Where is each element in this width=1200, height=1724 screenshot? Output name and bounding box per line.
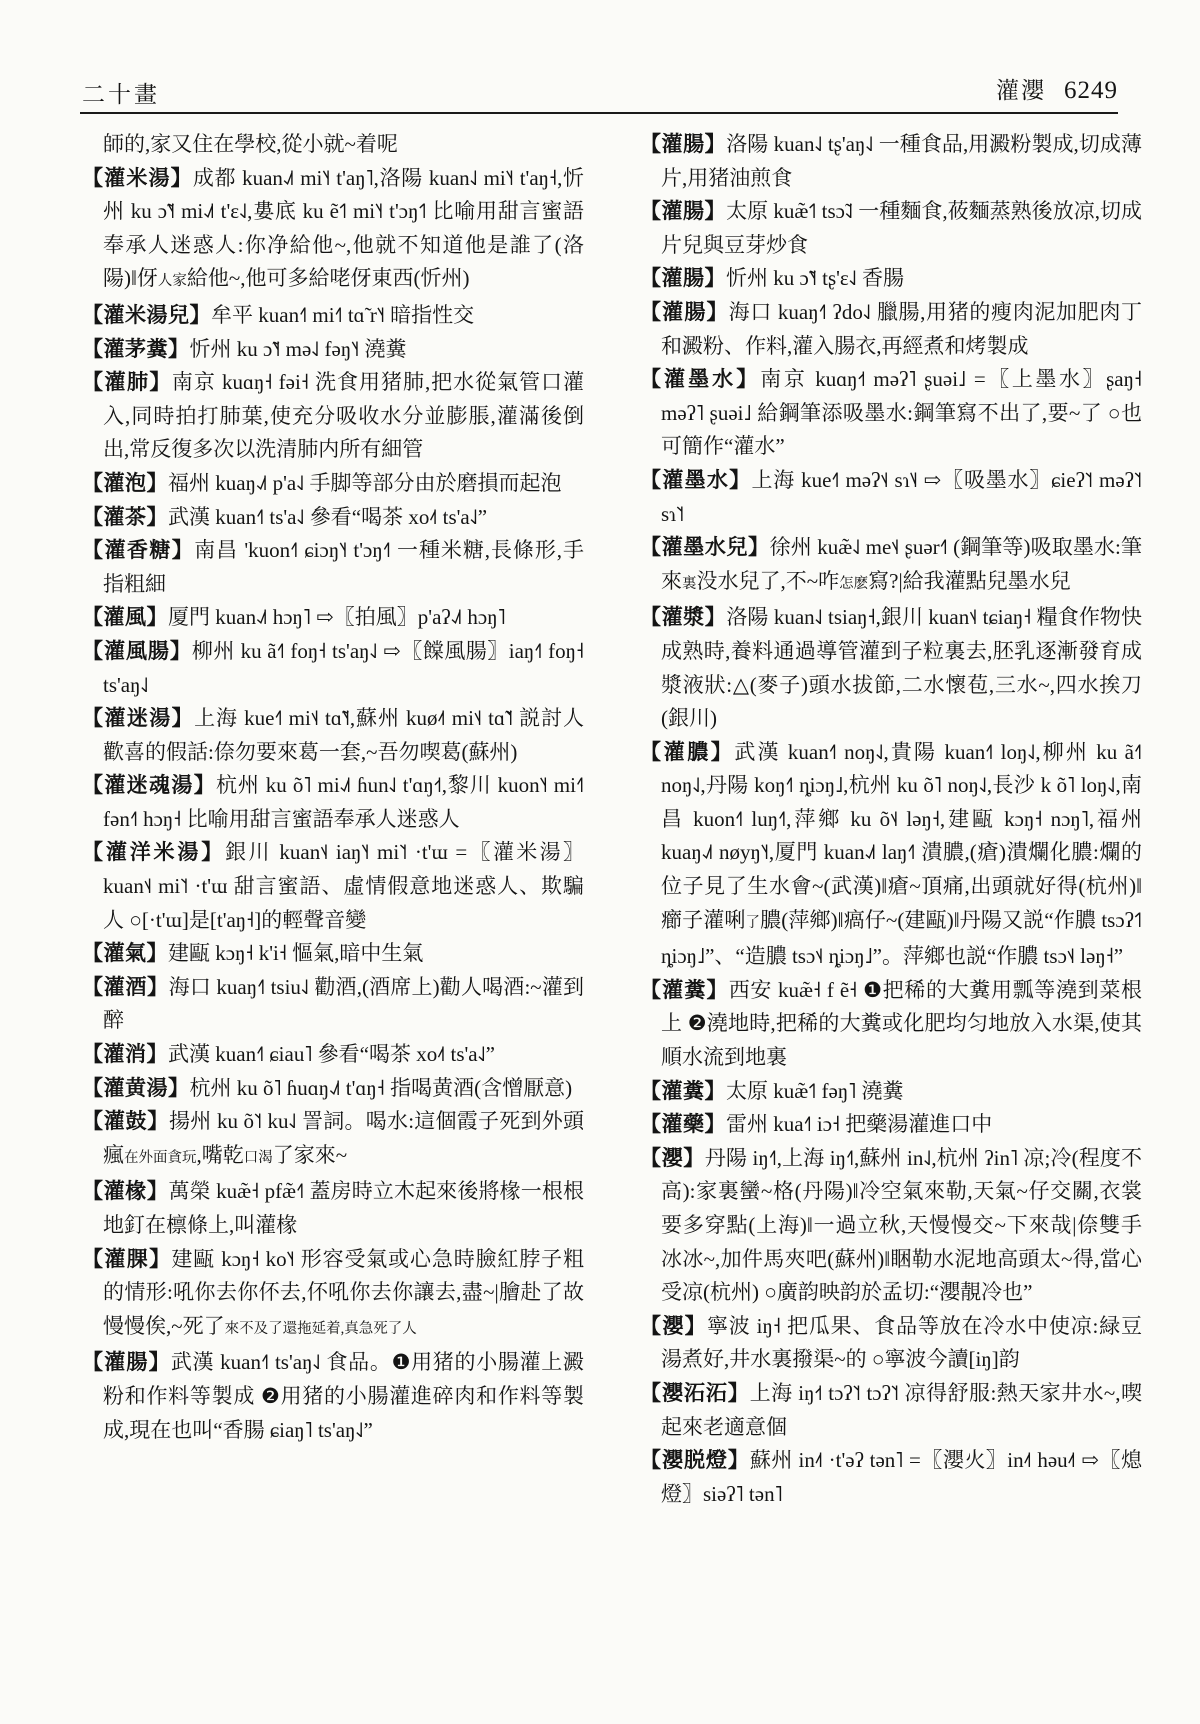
dict-entry-left-16 (82, 1072, 584, 1106)
entry-headword: 【灌糞】 (640, 978, 729, 1002)
entry-text: 銀川 kuan˦˨ iaŋ˥˧ mi˥˦ ·t'ɯ =〖灌米湯〗kuan˦˨ mi˥˦ ·t'ɯ 甜言蜜語、虛情假意地迷惑人、欺騙人 ○[·t'ɯ]是[t'aŋ˧]的輕聲音變 (103, 840, 584, 932)
entry-text: 給他~,他可多給咾伢東西(忻州) (186, 266, 470, 291)
entry-headword: 【灌腸】 (640, 200, 727, 224)
guide-word: 灌瀴 (996, 78, 1046, 103)
column-left (82, 128, 584, 1447)
dict-entry-left-3 (82, 333, 584, 367)
dict-entry-right-8 (640, 736, 1142, 974)
entry-headword: 【灌酒】 (82, 975, 169, 999)
dict-entry-left-11 (82, 769, 584, 836)
entry-text: 上海 kue˧˥ mi˦˨ tɑ̃˥˧,蘇州 kuø˨˦ mi˦˨ tɑ̃˥˦ 説討人歡喜的假話:倷勿要來葛一套,~吾勿喫葛(蘇州) (103, 706, 585, 764)
entry-text: 武漢 kuan˧˥ ts'a˨˩ 參看“喝茶 xo˨˦ ts'a˨˩” (168, 504, 488, 529)
dict-entry-right-11 (640, 1108, 1142, 1142)
dict-entry-left-10 (82, 702, 584, 769)
entry-headword: 【瀴】 (640, 1146, 705, 1170)
dict-entry-right-3 (640, 296, 1142, 363)
entry-headword: 【灌漿】 (640, 606, 727, 630)
dict-entry-right-5 (640, 464, 1142, 531)
entry-headword: 【灌風腸】 (82, 639, 192, 663)
entry-annotation: 了 (745, 914, 761, 931)
entry-headword: 【灌迷湯】 (82, 707, 195, 731)
entry-text: 上海 kue˧˥ məʔ˦˨ sɿ˥˨ ⇨〖吸墨水〗ɕieʔ˥˦ məʔ˥˦ sɿ˥˦ (661, 467, 1142, 526)
entry-headword: 【灌椽】 (82, 1180, 169, 1204)
dict-entry-left-2 (82, 299, 584, 333)
dict-entry-left-4 (82, 366, 584, 467)
entry-text: 南京 kuɑŋ˧ fəi˧ 洗食用猪肺,把水從氣管口灌入,同時拍打肺葉,使充分吸收水分並膨脹,灌滿後倒出,常反復多次以洗清肺内所有細管 (103, 370, 584, 462)
entry-text: 建甌 kɔŋ˧ k'i˧ 慪氣,暗中生氣 (168, 941, 424, 966)
entry-text: 揚州 ku õ˥˦ ku˨˩ 詈詞。喝水:這個霞子死到外頭瘋 (103, 1109, 585, 1167)
entry-headword: 【灌墨水】 (640, 368, 761, 392)
entry-text: 牟平 kuan˧˥ mi˧˥ tɑ̃ r˥˧ 暗指性交 (211, 302, 475, 327)
entry-text: 膿(萍鄉)‖瘑仔~(建甌)‖丹陽又説“作膿 tsɔʔ˦˥ ȵiɔŋ˩”、“造膿 tsɔ˦˨ ȵiɔŋ˩”。萍鄉也説“作膿 tsɔ˦˨ ləŋ˧” (661, 907, 1143, 969)
entry-annotation: 口渴 (243, 1149, 273, 1166)
entry-text: 太原 kuæ̃˦˥ fəŋ˥ 澆糞 (726, 1078, 904, 1103)
entry-text: 洛陽 kuan˨˩ tsiaŋ˧,銀川 kuan˦˨ tɕiaŋ˧ 糧食作物快成熟時,養料通過導管灌到子粒裏去,胚乳逐漸發育成漿液狀:△(麥子)頭水拔節,二水懷苞,三水~,四水挨刀(銀川) (661, 605, 1143, 731)
dict-entry-left-9 (82, 635, 584, 702)
entry-text: 太原 kuæ̃˦˥ tsɔ̃˨˩ 一種麵食,莜麵蒸熟後放凉,切成片兒與豆芽炒食 (661, 199, 1142, 257)
entry-text: 武漢 kuan˧˥ ts'aŋ˨˩ 食品。❶用猪的小腸灌上澱粉和作料等製成 ❷用猪的小腸灌進碎肉和作料等製成,現在也叫“香腸 ɕiaŋ˥ ts'aŋ˨˩” (103, 1350, 584, 1442)
entry-text: 杭州 ku õ˥ ɦuɑŋ˨˩˦ t'ɑŋ˧ 指喝黄酒(含憎厭意) (189, 1075, 573, 1100)
running-head (82, 72, 1118, 106)
dict-entry-right-14 (640, 1377, 1142, 1444)
entry-text: 武漢 kuan˧˥ noŋ˨˩,貴陽 kuan˧˥ loŋ˨˩,柳州 ku ã˧˥ noŋ˨˩,丹陽 koŋ˧˥ ȵiɔŋ˩,杭州 ku õ˥ noŋ˨˩,長沙 k õ˥ loŋ˨˩,南昌 kuon˧˥ luŋ˧˥,萍鄉 ku õ˦˨ ləŋ˧,建甌 kɔŋ˧ nɔŋ˥,福州 kuaŋ˨˩˦ nøyŋ˥˧,厦門 kuan˨˩˦ laŋ˧˥ 潰膿,(瘡)潰爛化膿:爛的位子見了生水會~(武漢)‖瘡~頂痛,出頭就好得(杭州)‖癤子灌唎 (661, 739, 1142, 932)
entry-headword: 【灌迷魂湯】 (82, 774, 217, 798)
entry-headword: 【灌肺】 (82, 371, 172, 395)
entry-text: 徐州 kuæ̃˨˩ me˦˨ ʂuər˧˥ (鋼筆等)吸取墨水:筆來 (661, 535, 1142, 593)
entry-headword: 【灌腸】 (640, 300, 729, 324)
entry-text: 柳州 ku ã˧˥ foŋ˧ ts'aŋ˨˩ ⇨〖饓風腸〗iaŋ˧˥ foŋ˧ ts'aŋ˨˩ (103, 638, 584, 697)
entry-headword: 【灌黄湯】 (82, 1076, 190, 1100)
entry-text: 厦門 kuan˨˩˦ hɔŋ˥ ⇨〖拍風〗p'aʔ˨˩˦ hɔŋ˥ (168, 605, 506, 630)
page-number: 6249 (1064, 77, 1118, 104)
entry-headword: 【灌香糖】 (82, 539, 195, 563)
entry-text: 没水兒了,不~咋 (696, 568, 840, 593)
entry-text: 杭州 ku õ˥ mi˨˩˦ ɦun˨˩ t'ɑŋ˧˦,黎川 kuon˥˧ mi˧˥ fən˧˥ hɔŋ˧ 比喻用甜言蜜語奉承人迷惑人 (103, 773, 584, 831)
entry-annotation: 在外面貪玩 (124, 1149, 197, 1166)
entry-headword: 【灌洋米湯】 (82, 841, 226, 865)
stroke-count-label: 二十畫 (82, 82, 160, 107)
page-guide (996, 72, 1118, 105)
dict-entry-left-13 (82, 937, 584, 971)
entry-text: 蘇州 in˨˦ ·t'əʔ tən˥ =〖瀴火〗in˨˦ həu˨˦ ⇨〖熄燈〗siəʔ˥ tən˥ (661, 1448, 1142, 1506)
entry-text: 了家來~ (272, 1142, 348, 1167)
entry-text: 師的,家又住在學校,從小就~着呢 (103, 132, 398, 156)
entry-annotation: 怎麽 (839, 575, 869, 592)
dict-entry-left-12 (82, 836, 584, 937)
dict-entry-left-5 (82, 467, 584, 501)
dict-entry-left-20 (82, 1346, 584, 1447)
entry-annotation: 人家 (157, 273, 187, 290)
entry-headword: 【灌米湯】 (82, 166, 193, 190)
entry-headword: 【灌腸】 (640, 267, 726, 291)
entry-headword: 【灌糞】 (640, 1079, 726, 1103)
entry-headword: 【瀴沰沰】 (640, 1381, 750, 1405)
entry-headword: 【灌膿】 (640, 740, 735, 764)
entry-headword: 【瀴】 (640, 1314, 707, 1338)
entry-annotation: 裏 (682, 575, 697, 592)
dict-entry-right-7 (640, 601, 1142, 735)
entry-text: 忻州 ku ɔ̃˥˧ mə˨˩ fəŋ˥˧ 澆糞 (189, 336, 407, 361)
entry-headword: 【灌茶】 (82, 505, 168, 529)
entry-text: 寫?|給我灌點兒墨水兒 (868, 568, 1071, 593)
entry-text: 南京 kuɑŋ˧˦ məʔ˥ ʂuəi˩ =〖上墨水〗ʂaŋ˧ məʔ˥ ʂuəi˩ 給鋼筆添吸墨水:鋼筆寫不出了,要~了 ○也可簡作“灌水” (661, 367, 1142, 459)
dict-entry-left-17 (82, 1105, 584, 1175)
dict-entry-right-4 (640, 363, 1142, 464)
entry-headword: 【灌鼓】 (82, 1110, 169, 1134)
dict-entry-right-1 (640, 195, 1142, 262)
dict-entry-left-8 (82, 601, 584, 635)
entry-headword: 【灌風】 (82, 606, 168, 630)
dict-entry-left-6 (82, 501, 584, 535)
dict-entry-left-18 (82, 1175, 584, 1242)
entry-headword: 【灌米湯兒】 (82, 303, 211, 327)
entry-headword: 【灌氣】 (82, 942, 168, 966)
dict-entry-left-14 (82, 971, 584, 1038)
dict-entry-right-15 (640, 1444, 1142, 1511)
entry-text: ,嘴乾 (196, 1142, 244, 1167)
entry-headword: 【灌藥】 (640, 1113, 726, 1137)
entry-headword: 【灌腸】 (82, 1351, 171, 1375)
entry-text: 西安 kuæ̃˧ f ẽ˧ ❶把稀的大糞用瓢等澆到菜根上 ❷澆地時,把稀的大糞或化肥均匀地放入水渠,使其順水流到地裏 (661, 977, 1142, 1070)
entry-text: 建甌 kɔŋ˧ ko˥˧ 形容受氣或心急時臉紅脖子粗的情形:吼你去你伓去,伓吼你去你讓去,盡~|膾赴了故慢慢俟,~死了 (103, 1246, 584, 1338)
entry-text: 雷州 kua˧˥ iɔ˧ 把藥湯灌進口中 (726, 1112, 993, 1137)
dict-entry-left-7 (82, 534, 584, 601)
dict-entry-left-1 (82, 162, 584, 299)
entry-text: 成都 kuan˨˩˦ mi˥˧ t'aŋ˥,洛陽 kuan˨˩ mi˥˧ t'aŋ˧,忻州 ku ɔ̃˥˧ mi˨˩˦ t'ɛ˨˩,婁底 ku ẽ˦˥ mi˥˧ t'ɔŋ˦˥ 比喻用甜言蜜語奉承人迷惑人:你净給他~,他就不知道他是誰了(洛陽)‖伢 (103, 165, 584, 291)
entry-text: 忻州 ku ɔ̃˥˧ tʂ'ɛ˨˩ 香腸 (726, 266, 905, 291)
entry-text: 南昌 'kuon˧˥ ɕiɔŋ˥˧ t'ɔŋ˧˥ 一種米糖,長條形,手指粗細 (103, 538, 585, 596)
entry-text: 福州 kuaŋ˨˩˦ p'a˨˩ 手脚等部分由於磨損而起泡 (168, 470, 562, 495)
entry-text: 海口 kuaŋ˧˥ tsiu˨˩ 勸酒,(酒席上)勸人喝酒:~灌到醉 (103, 974, 584, 1033)
dict-entry-left-19 (82, 1243, 584, 1347)
entry-headword: 【灌腂】 (82, 1247, 172, 1271)
entry-text: 海口 kuaŋ˧˥ ʔdo˨˩ 臘腸,用猪的瘦肉泥加肥肉丁和澱粉、作料,灌入腸衣,再經煮和烤製成 (661, 299, 1143, 358)
dict-entry-right-0 (640, 128, 1142, 195)
dict-entry-left-0 (82, 128, 584, 162)
dict-entry-right-2 (640, 262, 1142, 296)
entry-headword: 【灌茅糞】 (82, 337, 190, 361)
entry-headword: 【灌墨水兒】 (640, 536, 770, 560)
header-rule (80, 112, 1118, 114)
entry-headword: 【灌泡】 (82, 471, 168, 495)
entry-headword: 【灌消】 (82, 1043, 168, 1067)
entry-text: 寧波 iŋ˧ 把瓜果、食品等放在冷水中使凉:緑豆湯煮好,井水裏撥渠~的 ○寧波今讀[iŋ]韵 (661, 1313, 1143, 1372)
entry-annotation: 來不及了還拖延着,真急死了人 (224, 1320, 417, 1337)
dict-entry-right-12 (640, 1142, 1142, 1310)
entry-headword: 【灌腸】 (640, 133, 727, 156)
entry-text: 上海 iŋ˧˦ tɔʔ˥˦ tɔʔ˥˦ 凉得舒服:熱天家井水~,喫起來老適意個 (661, 1380, 1142, 1439)
entry-text: 洛陽 kuan˨˩ tʂ'aŋ˨˩ 一種食品,用澱粉製成,切成薄片,用猪油煎食 (661, 132, 1142, 190)
column-right (640, 128, 1142, 1511)
dict-entry-left-15 (82, 1038, 584, 1072)
entry-text: 丹陽 iŋ˧˥,上海 iŋ˧˥,蘇州 in˨˩,杭州 ʔin˥ 凉;冷(程度不高):家裏蠻~格(丹陽)‖冷空氣來勒,天氣~仔交關,衣裳要多穿點(上海)‖一過立秋,天慢慢交~下來哉|倷雙手冰冰~,加件馬夾吧(蘇州)‖睏勒水泥地高頭太~得,當心受凉(杭州) ○廣韵映韵於孟切:“瀴靚冷也” (661, 1145, 1142, 1305)
dict-entry-right-13 (640, 1310, 1142, 1377)
dict-entry-right-10 (640, 1075, 1142, 1109)
entry-headword: 【灌墨水】 (640, 468, 752, 492)
entry-headword: 【瀴脱燈】 (640, 1449, 750, 1473)
dict-entry-right-9 (640, 974, 1142, 1075)
entry-text: 武漢 kuan˧˥ ɕiau˥ 參看“喝茶 xo˨˦ ts'a˨˩” (168, 1042, 495, 1067)
dict-entry-right-6 (640, 531, 1142, 601)
entry-text: 萬榮 kuæ̃˧ pfæ̃˧˥ 蓋房時立木起來後將椽一根根地釘在檩條上,叫灌椽 (103, 1179, 584, 1237)
